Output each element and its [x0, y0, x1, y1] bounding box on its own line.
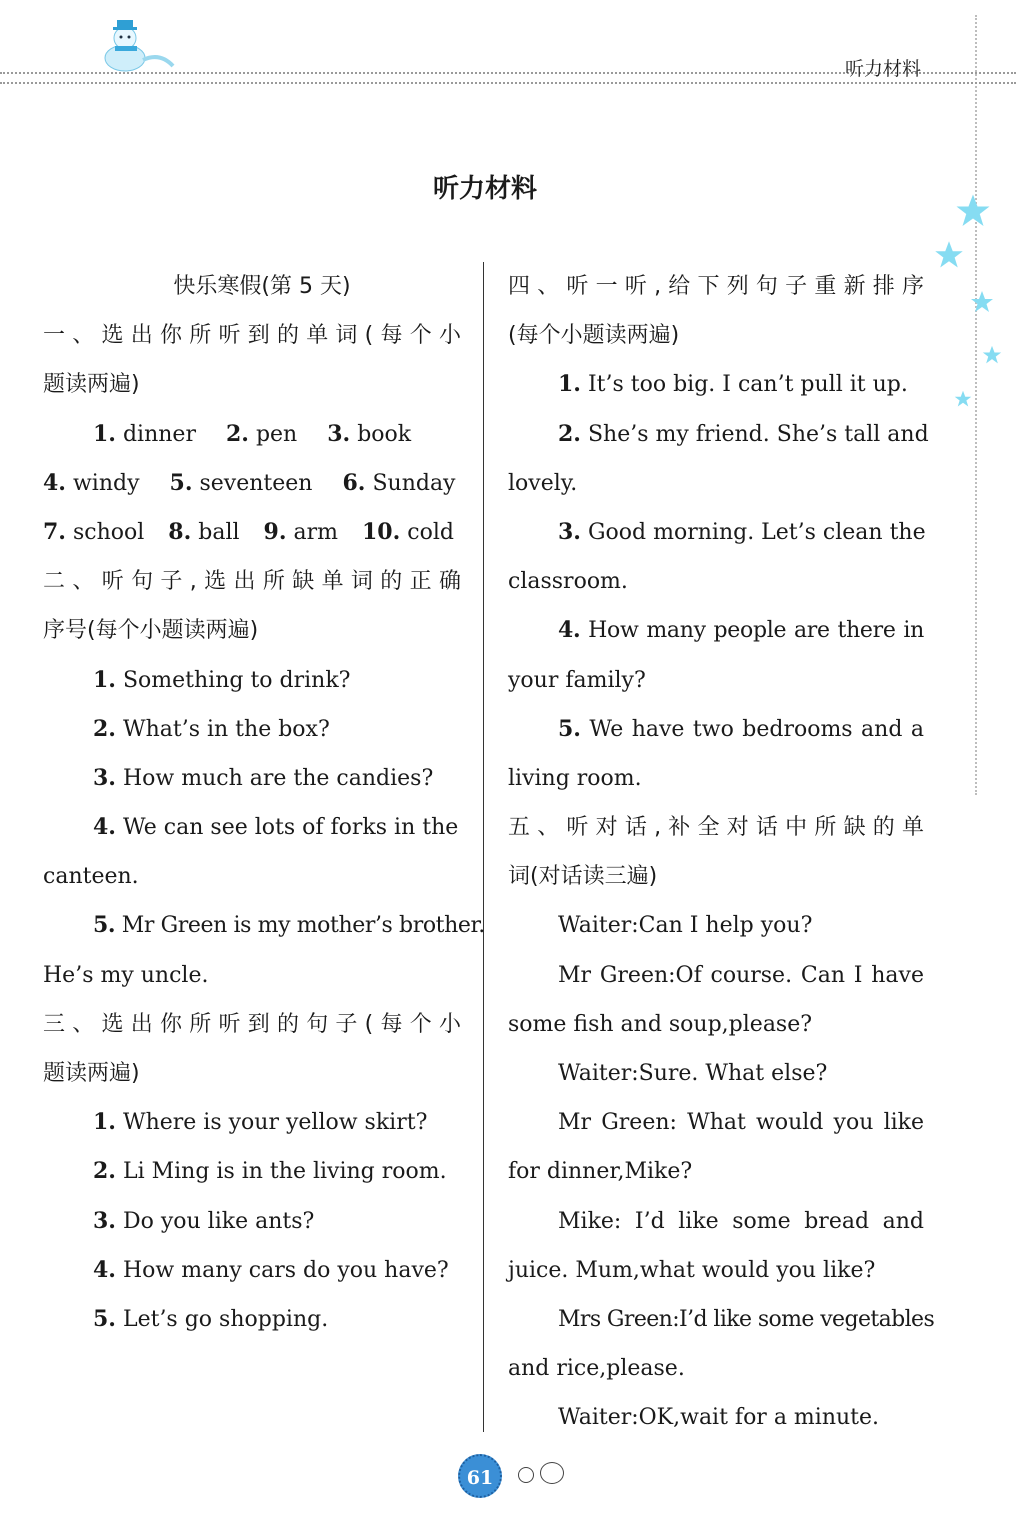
list-item: 2. What’s in the box? [93, 715, 330, 742]
word-row-2 [43, 459, 461, 508]
list-item: 1. Something to drink? [93, 666, 351, 693]
bubble-icon [540, 1462, 564, 1484]
word: ball [198, 519, 240, 545]
part2-heading-line2: 序号(每个小题读两遍) [43, 618, 259, 644]
word: school [72, 519, 145, 545]
word: arm [293, 519, 338, 545]
part1-heading-line1: 一、选出你所听到的单词(每个小 [43, 323, 461, 349]
list-item: 1. It’s too big. I can’t pull it up. [558, 371, 908, 398]
word: pen [255, 421, 298, 447]
list-item: 4. We can see lots of forks in the [93, 814, 459, 841]
list-item: 2. She’s my friend. She’s tall and [558, 420, 929, 447]
word-row-1 [43, 410, 461, 459]
list-item-continuation: canteen. [43, 864, 139, 890]
bubble-icon [518, 1467, 534, 1483]
item-number: 5. [169, 469, 193, 496]
part4-heading-line2: (每个小题读两遍) [508, 323, 680, 349]
list-item: 1. Where is your yellow skirt? [93, 1109, 428, 1136]
item-number: 4. [43, 469, 66, 496]
list-item: 5. Let’s go shopping. [93, 1305, 329, 1332]
list-item: 5. We have two bedrooms and a [558, 715, 924, 742]
part1-heading-line2: 题读两遍) [43, 372, 140, 398]
dialog-continuation: juice. Mum,what would you like? [508, 1257, 876, 1283]
list-item-continuation: He’s my uncle. [43, 962, 209, 988]
item-number: 3. [327, 420, 351, 447]
dialog-continuation: some fish and soup,please? [508, 1011, 813, 1037]
right-column [508, 262, 935, 1443]
dialog-continuation: for dinner,Mike? [508, 1159, 693, 1185]
list-item: 3. How much are the candies? [93, 764, 434, 791]
section-subtitle: 快乐寒假(第 5 天) [173, 274, 351, 299]
list-item-continuation: classroom. [508, 569, 628, 595]
word: seventeen [199, 470, 313, 496]
list-item: 4. How many people are there in [558, 617, 924, 644]
dialog-line: Waiter:Sure. What else? [558, 1061, 828, 1086]
word-row-3 [43, 508, 461, 557]
word: cold [407, 519, 454, 545]
word: windy [72, 470, 140, 496]
item-number: 1. [93, 420, 116, 447]
right-margin-rule [975, 15, 977, 795]
item-number: 2. [225, 420, 249, 447]
dialog-line: Waiter:OK,wait for a minute. [558, 1405, 880, 1431]
item-number: 9. [263, 518, 287, 545]
dialog-line: Mr Green:Of course. Can I have [558, 962, 924, 988]
list-item: 4. How many cars do you have? [93, 1256, 449, 1283]
page-number: 61 [458, 1454, 502, 1498]
list-item: 2. Li Ming is in the living room. [93, 1158, 447, 1185]
star-icon [954, 390, 972, 408]
item-number: 6. [342, 469, 366, 496]
list-item: 5. Mr Green is my mother’s brother. [93, 912, 485, 939]
list-item-continuation: lovely. [508, 470, 578, 496]
item-number: 10. [362, 518, 401, 545]
dialog-line: Waiter:Can I help you? [558, 913, 813, 939]
column-divider [483, 262, 484, 1432]
word: Sunday [372, 470, 456, 496]
list-item-continuation: living room. [508, 765, 642, 791]
star-icon [982, 345, 1002, 365]
dialog-line: Mr Green: What would you like [558, 1110, 924, 1136]
left-column [43, 262, 485, 1344]
star-icon [970, 290, 994, 314]
page-title: 听力材料 [432, 174, 537, 204]
item-number: 8. [168, 518, 192, 545]
part5-heading-line2: 词(对话读三遍) [508, 864, 658, 890]
part2-heading-line1: 二、听句子,选出所缺单词的正确 [43, 569, 461, 595]
snowman-icon [95, 14, 175, 74]
dialog-line: Mike: I’d like some bread and [558, 1208, 924, 1234]
dialog-continuation: and rice,please. [508, 1356, 685, 1382]
word: book [357, 421, 412, 447]
list-item-continuation: your family? [508, 667, 646, 693]
part3-heading-line2: 题读两遍) [43, 1061, 140, 1086]
star-icon [934, 240, 964, 270]
list-item: 3. Good morning. Let’s clean the [558, 518, 926, 545]
part4-heading-line1: 四、听一听,给下列句子重新排序 [508, 274, 924, 299]
item-number: 7. [43, 518, 66, 545]
part5-heading-line1: 五、听对话,补全对话中所缺的单 [508, 815, 924, 841]
list-item: 3. Do you like ants? [93, 1207, 315, 1234]
word: dinner [122, 421, 196, 447]
part3-heading-line1: 三、选出你所听到的句子(每个小 [43, 1011, 461, 1037]
running-header: 听力材料 [844, 58, 921, 80]
dialog-line: Mrs Green:I’d like some vegetables [558, 1306, 935, 1332]
